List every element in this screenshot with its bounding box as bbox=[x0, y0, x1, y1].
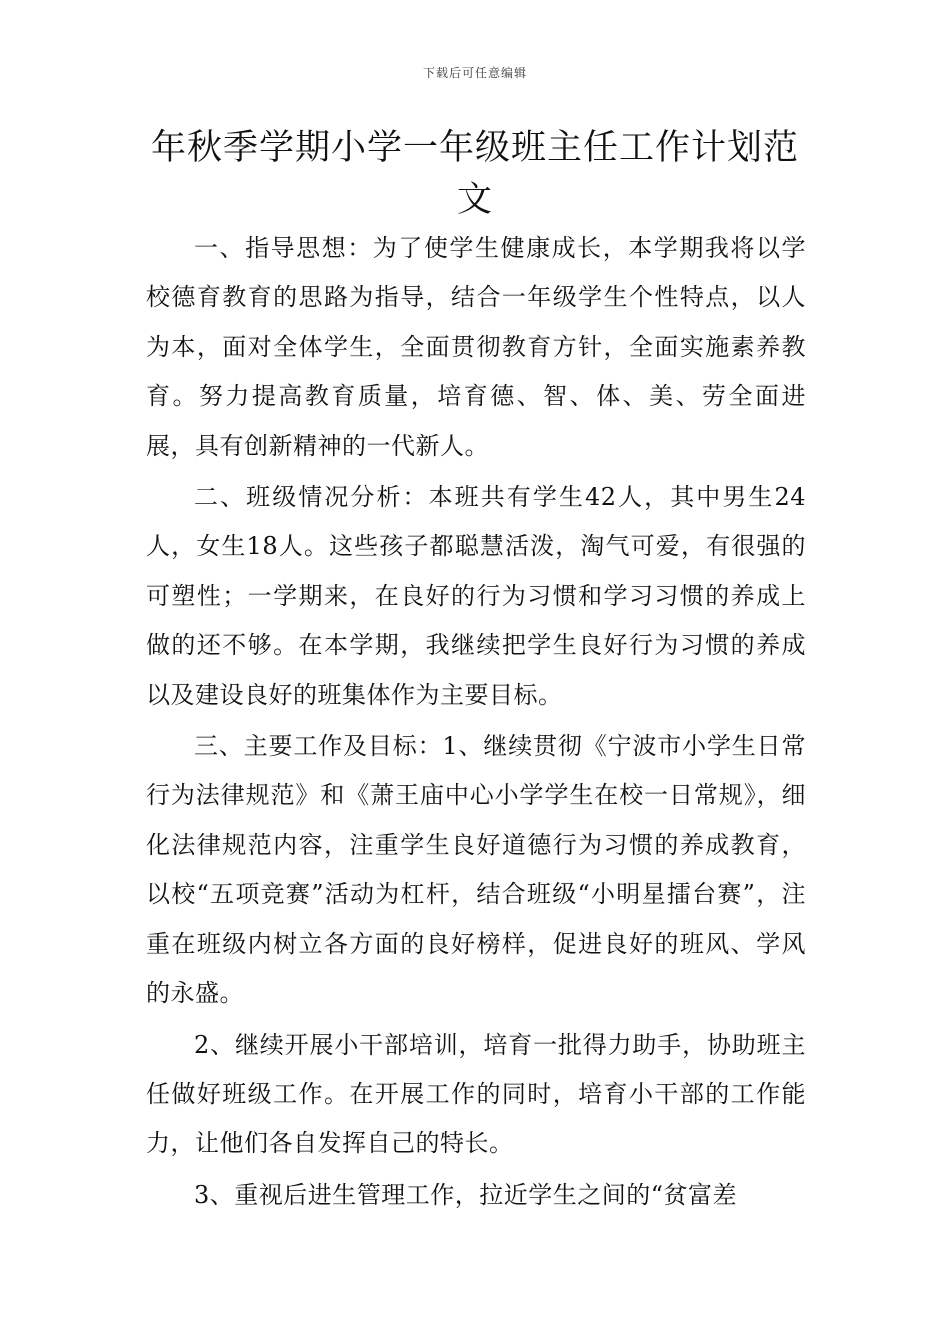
header-note: 下载后可任意编辑 bbox=[422, 66, 527, 80]
paragraph-guiding-thought: 一、指导思想：为了使学生健康成长，本学期我将以学校德育教育的思路为指导，结合一年级学生个性特点，以人为本，面对全体学生，全面贯彻教育方针，全面实施素养教育。努力提高教育质量，培育德、智、体、美、劳全面进展，具有创新精神的一代新人。 bbox=[146, 234, 806, 460]
paragraph-main-goals: 三、主要工作及目标：1、继续贯彻《宁波市小学生日常行为法律规范》和《萧王庙中心小学学生在校一日常规》，细化法律规范内容，注重学生良好道德行为习惯的养成教育，以校“五项竞赛”活动为杠杆，结合班级“小明星擂台赛”，注重在班级内树立各方面的良好榜样，促进良好的班风、学风的永盛。 bbox=[146, 732, 806, 1008]
document-title: 年秋季学期小学一年级班主任工作计划范文 bbox=[150, 128, 799, 220]
paragraph-cadre-training: 2、继续开展小干部培训，培育一批得力助手，协助班主任做好班级工作。在开展工作的同时，培育小干部的工作能力，让他们各自发挥自己的特长。 bbox=[146, 1030, 806, 1158]
paragraph-struggling-students: 3、重视后进生管理工作，拉近学生之间的“贫富差 bbox=[194, 1180, 738, 1209]
paragraph-class-analysis: 二、班级情况分析：本班共有学生42人，其中男生24人，女生18人。这些孩子都聪慧活泼，淘气可爱，有很强的可塑性；一学期来，在良好的行为习惯和学习习惯的养成上做的还不够。在本学期，我继续把学生良好行为习惯的养成以及建设良好的班集体作为主要目标。 bbox=[146, 483, 806, 709]
document-body bbox=[146, 224, 806, 1220]
